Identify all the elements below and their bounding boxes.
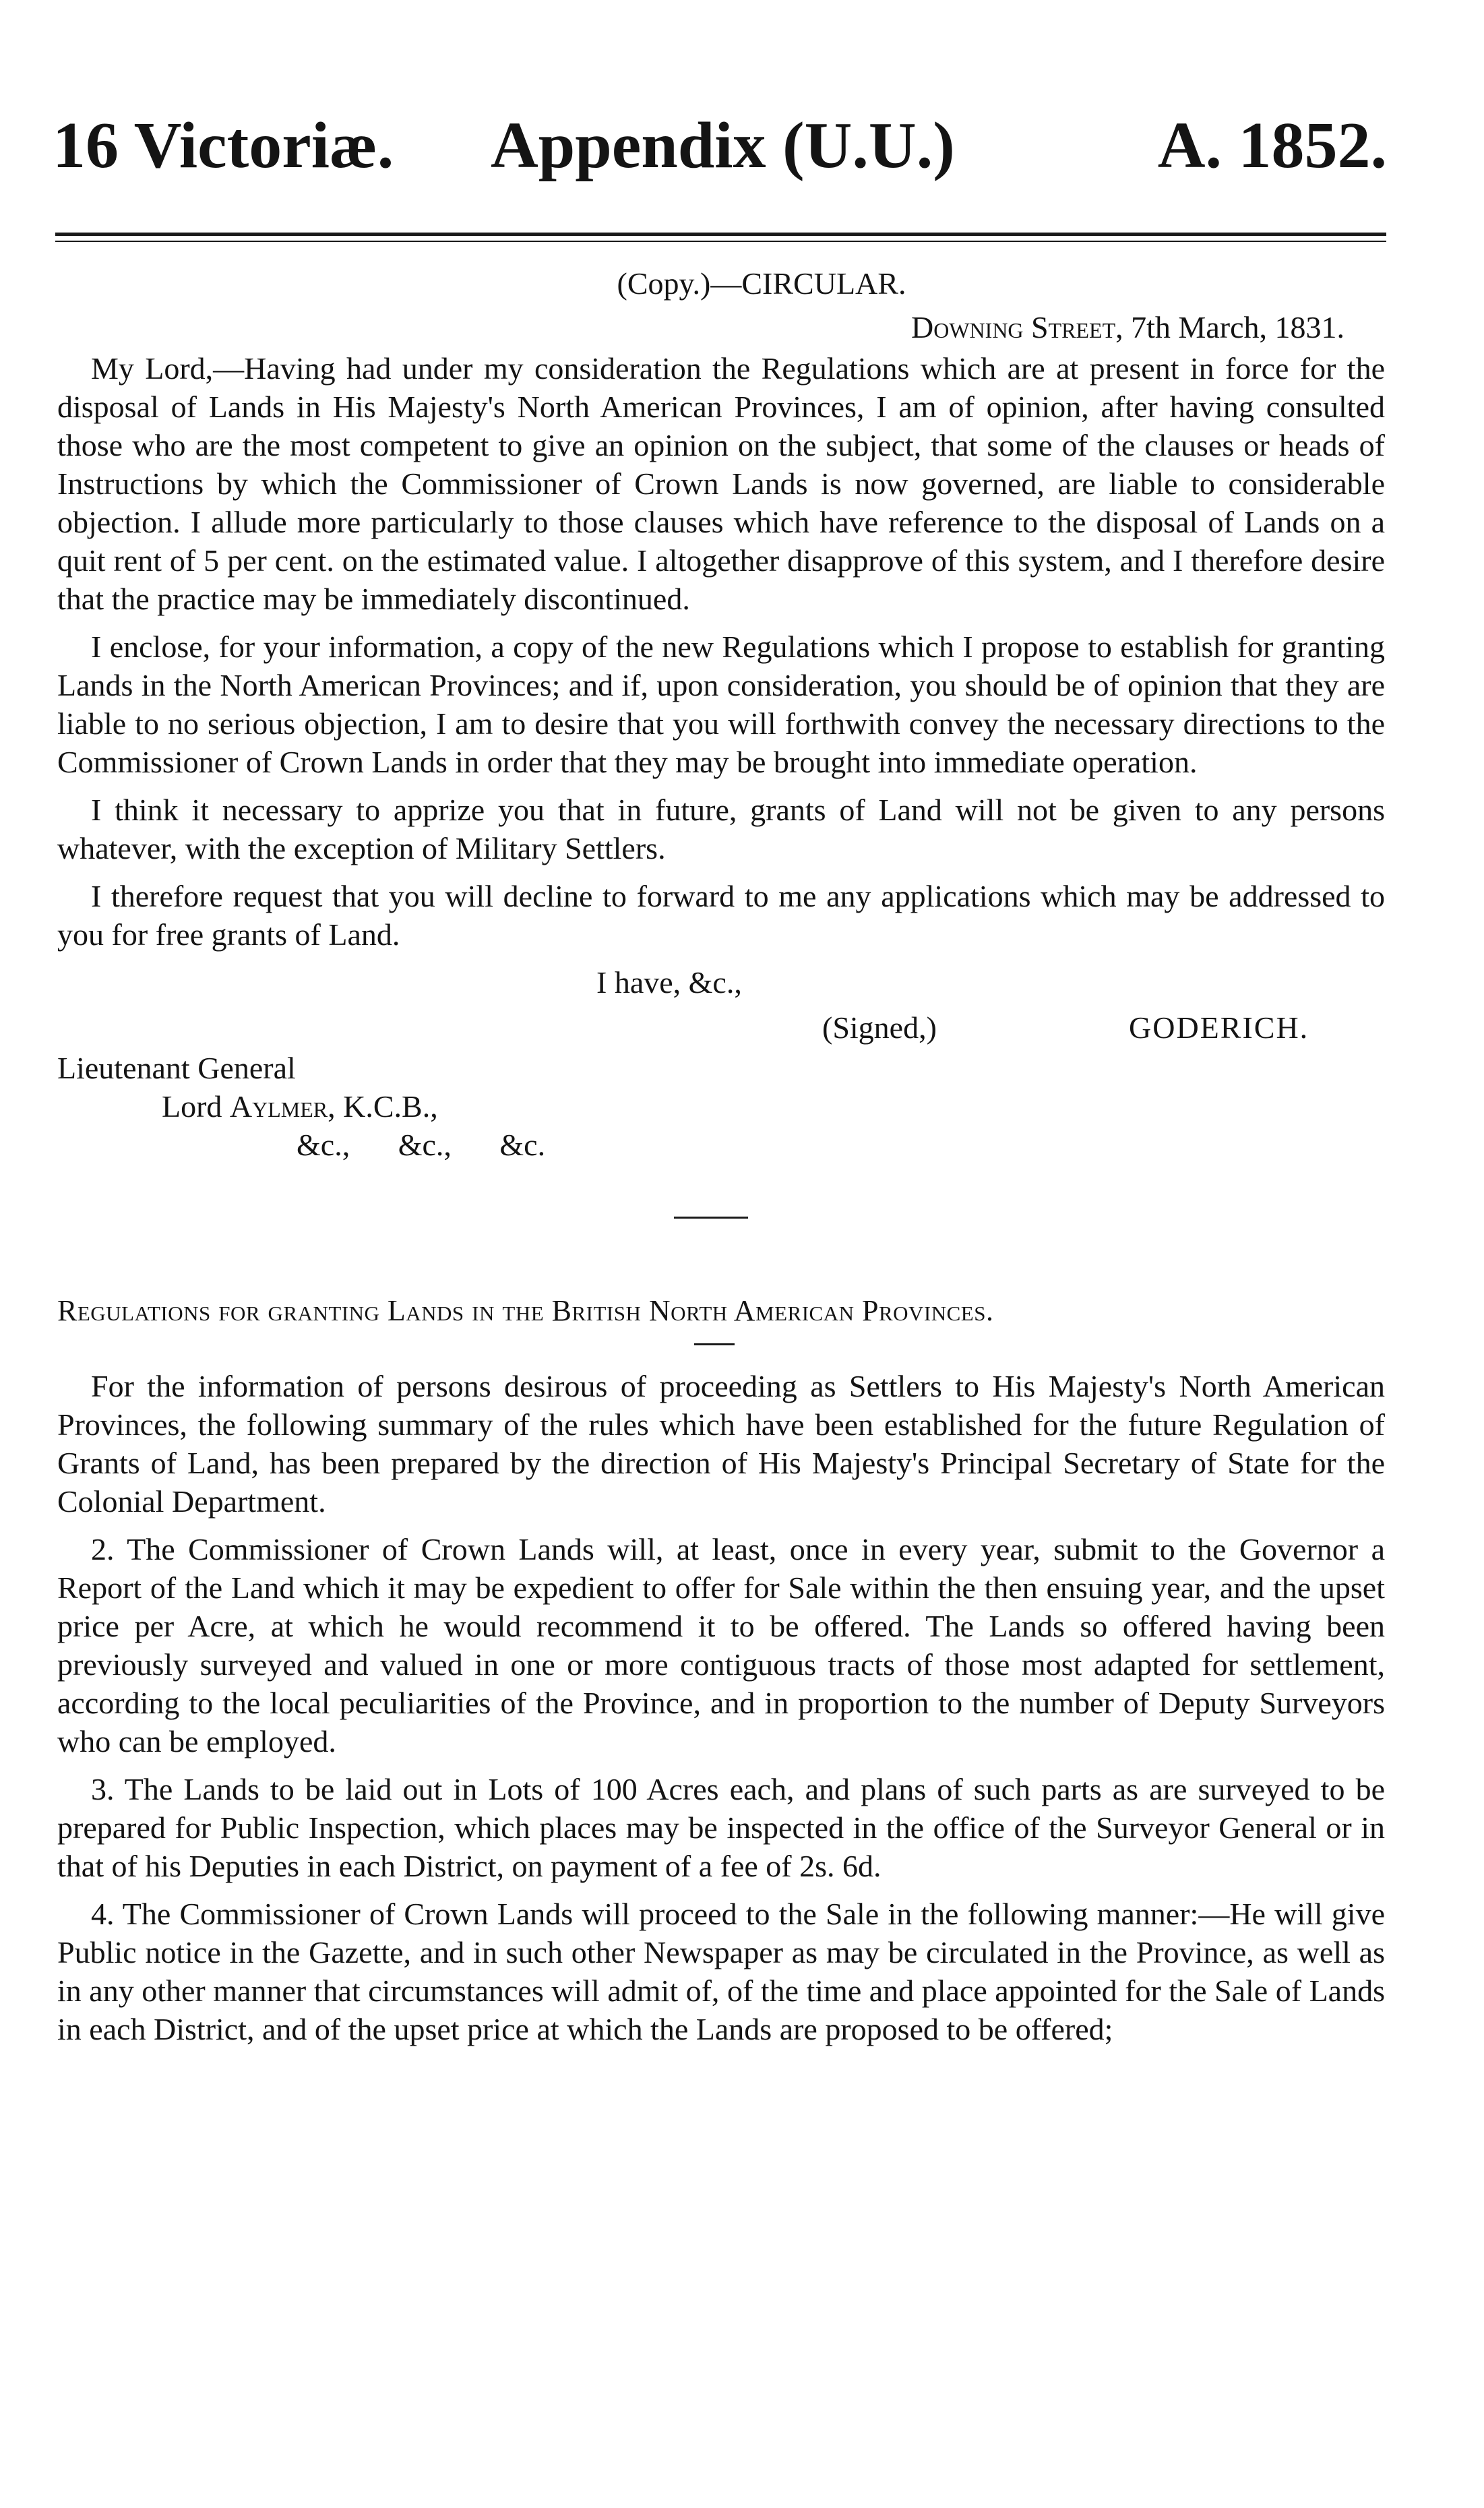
title-divider xyxy=(694,1343,735,1345)
signed-label: (Signed,) xyxy=(822,1010,937,1045)
circular-heading: (Copy.)—CIRCULAR. xyxy=(617,266,906,301)
signature-row xyxy=(57,1002,1385,1049)
header-rule-thick xyxy=(55,233,1386,236)
regulations-title: Regulations for granting Lands in the British North American Provinces. xyxy=(57,1294,994,1327)
document-body xyxy=(57,264,1385,2058)
addressee-rank: Lieutenant General xyxy=(57,1051,296,1085)
appendix-label: Appendix (U.U.) xyxy=(491,109,955,182)
letter-place: Downing Street, xyxy=(911,310,1123,344)
letter-paragraph: My Lord,—Having had under my consideration the Regulations which are at present in force for the disposal of Lands in His Majesty's North American Provinces, I am of opinion, after having consulted those who are the most competent to give an opinion on the subject, that some of the clauses or heads of Instructions by which the Commissioner of Crown Lands is now governed, are liable to considerable objection. I allude more particularly to those clauses which have reference to the disposal of Lands on a quit rent of 5 per cent. on the estimated value. I altogether disapprove of this system, and I therefore desire that the practice may be immediately discontinued. xyxy=(57,351,1385,616)
addressee-surname: Aylmer, xyxy=(229,1089,336,1124)
signer-name: GODERICH. xyxy=(1129,1010,1309,1045)
letter-closing: I have, &c., xyxy=(596,965,742,1000)
year-label: A. 1852. xyxy=(1157,109,1387,182)
letter-paragraph: I think it necessary to apprize you that in future, grants of Land will not be given to any persons whatever, with the exception of Military Settlers. xyxy=(57,793,1385,865)
letter-paragraph: I therefore request that you will decline to forward to me any applications which may be addressed to you for free grants of Land. xyxy=(57,879,1385,952)
session-label: 16 Victoriæ. xyxy=(53,109,394,182)
regulation-paragraph: For the information of persons desirous of proceeding as Settlers to His Majesty's North American Provinces, the following summary of the rules which have been established for the future Regulation of Grants of Land, has been prepared by the direction of His Majesty's Principal Secretary of State for the Colonial Department. xyxy=(57,1369,1385,1519)
letter-dateline xyxy=(57,308,1385,346)
addressee-etc: &c., &c., &c. xyxy=(297,1128,546,1162)
letter-paragraph: I enclose, for your information, a copy of the new Regulations which I propose to establish for granting Lands in the North American Provinces; and if, upon consideration, you should be of opinion that they are liable to no serious objection, I am to desire that you will forthwith convey the necessary directions to the Commissioner of Crown Lands in order that they may be brought into immediate operation. xyxy=(57,630,1385,779)
regulation-paragraph: 2. The Commissioner of Crown Lands will, at least, once in every year, submit to the Governor a Report of the Land which it may be expedient to offer for Sale within the then ensuing year, and the upset price per Acre, at which he would recommend it to be offered. The Lands so offered having been previously surveyed and valued in one or more contiguous tracts of those most adapted for settlement, according to the local peculiarities of the Province, and in proportion to the number of Deputy Surveyors who can be employed. xyxy=(57,1532,1385,1758)
addressee-honour: K.C.B., xyxy=(343,1089,438,1124)
section-divider xyxy=(674,1217,748,1219)
regulation-paragraph: 3. The Lands to be laid out in Lots of 100 Acres each, and plans of such parts as are surveyed to be prepared for Public Inspection, which places may be inspected in the office of the Surveyor General or in that of his Deputies in each District, on payment of a fee of 2s. 6d. xyxy=(57,1772,1385,1883)
regulation-paragraph: 4. The Commissioner of Crown Lands will proceed to the Sale in the following manner:—He will give Public notice in the Gazette, and in such other Newspaper as may be circulated in the Province, as well as in any other manner that circumstances will admit of, of the time and place appointed for the Sale of Lands in each District, and of the upset price at which the Lands are proposed to be offered; xyxy=(57,1897,1385,2046)
header-rule-thin xyxy=(55,241,1386,242)
letter-date: 7th March, 1831. xyxy=(1131,310,1344,344)
addressee-name xyxy=(57,1087,1385,1126)
page-header xyxy=(53,108,1387,195)
addressee-title: Lord xyxy=(162,1089,222,1124)
